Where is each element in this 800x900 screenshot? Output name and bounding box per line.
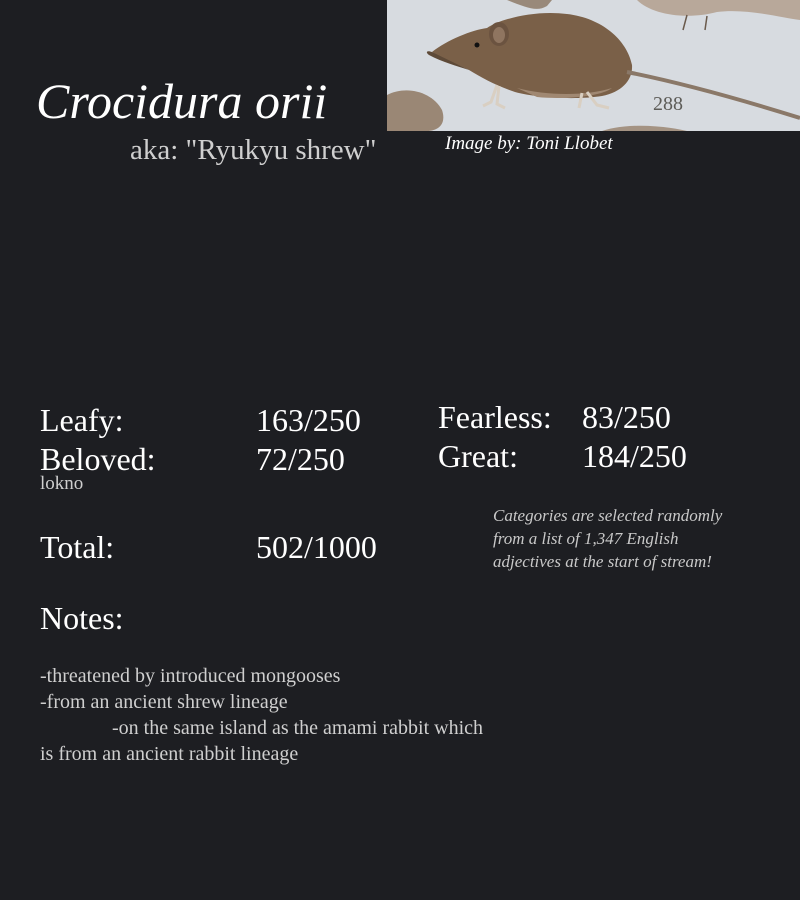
stat-value-great: 184/250 — [582, 438, 687, 474]
note-line: -from an ancient shrew lineage — [40, 691, 288, 713]
stat-label-beloved: Beloved: — [40, 441, 156, 477]
footnote-line-1: Categories are selected randomly — [493, 506, 723, 525]
note-line: is from an ancient rabbit lineage — [40, 743, 299, 765]
note-line: -threatened by introduced mongooses — [40, 665, 341, 687]
stat-value-fearless: 83/250 — [582, 399, 671, 435]
category-footnote — [493, 504, 743, 573]
stat-label-great: Great: — [438, 438, 518, 474]
stat-label-leafy: Leafy: — [40, 402, 124, 438]
image-credit: Image by: Toni Llobet — [445, 133, 613, 154]
stat-value-leafy: 163/250 — [256, 402, 361, 438]
note-line: -on the same island as the amami rabbit which — [112, 717, 484, 739]
notes-title: Notes: — [40, 600, 124, 636]
small-tag: lokno — [40, 473, 84, 494]
stat-value-beloved: 72/250 — [256, 441, 345, 477]
shrew-drawing — [387, 0, 800, 131]
stat-label-fearless: Fearless: — [438, 399, 552, 435]
plate-number: 288 — [653, 93, 683, 115]
total-value: 502/1000 — [256, 529, 377, 565]
common-name: aka: "Ryukyu shrew" — [130, 134, 377, 166]
shrew-illustration — [387, 0, 800, 131]
footnote-line-2: from a list of 1,347 English — [493, 529, 679, 548]
total-label: Total: — [40, 529, 115, 565]
scientific-name: Crocidura orii — [36, 73, 328, 129]
footnote-line-3: adjectives at the start of stream! — [493, 552, 712, 571]
